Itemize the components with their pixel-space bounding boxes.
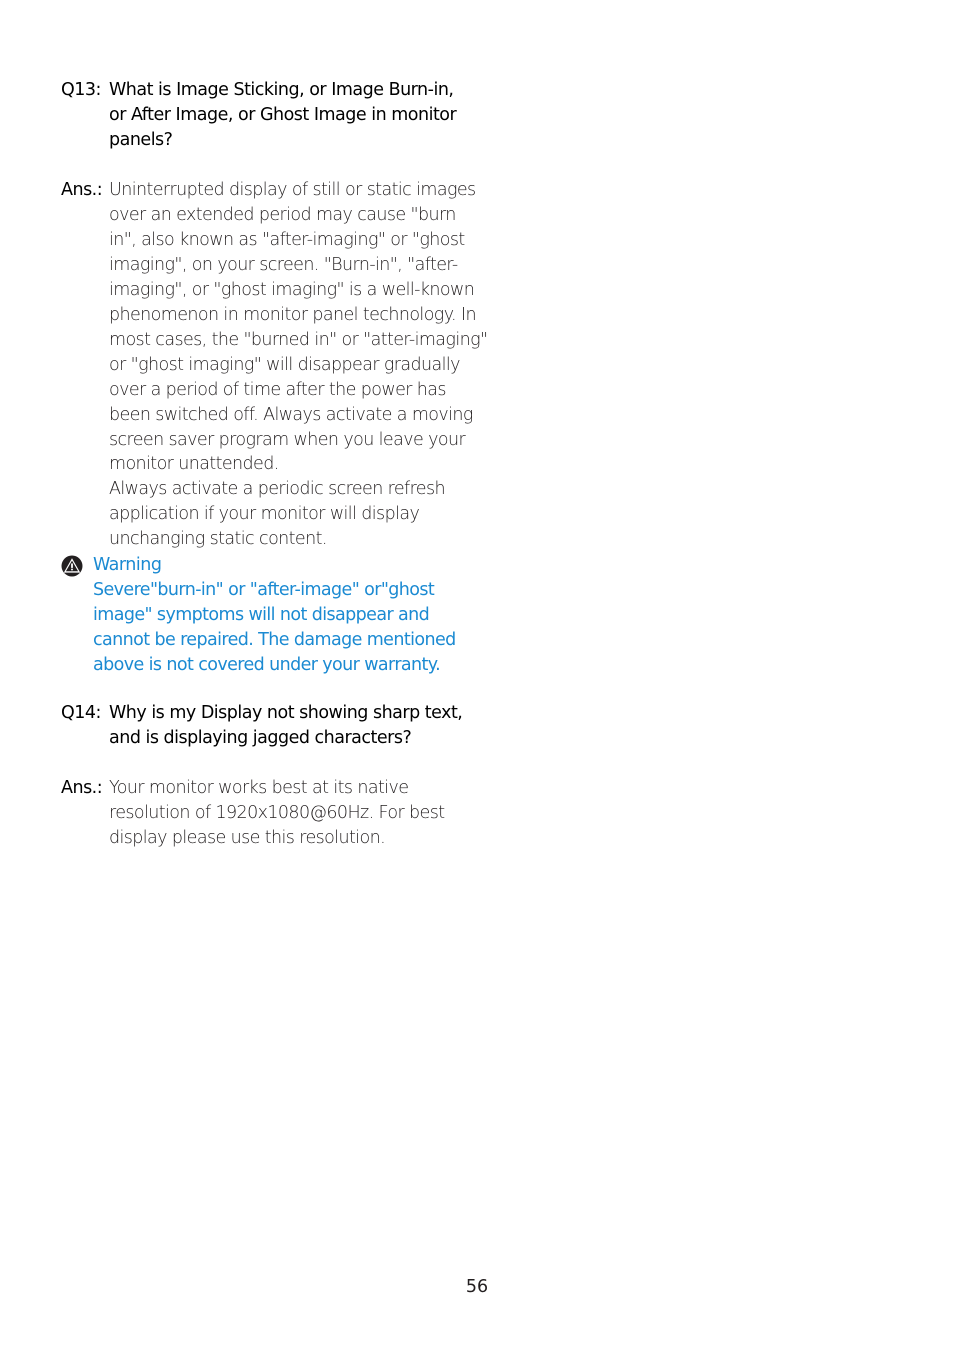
warning-line: cannot be repaired. The damage mentioned (93, 629, 456, 650)
question-13 (61, 78, 481, 153)
answer-line: display please use this resolution. (109, 827, 386, 848)
answer-line: Your monitor works best at its native (109, 778, 409, 798)
answer-line: screen saver program when you leave your (109, 429, 466, 450)
answer-line: monitor unattended. (109, 454, 279, 475)
answer-line: most cases, the "burned in" or "atter-imaging" (109, 329, 488, 350)
warning-title: Warning (93, 555, 162, 575)
question-label: Q14: (61, 703, 101, 723)
question-line: What is Image Sticking, or Image Burn-in, (109, 80, 454, 100)
answer-label: Ans.: (61, 180, 103, 200)
answer-line: unchanging static content. (109, 529, 327, 550)
answer-line: over an extended period may cause "burn (109, 204, 456, 225)
question-line: panels? (109, 130, 173, 150)
answer-line: over a period of time after the power has (109, 379, 446, 400)
warning-line: above is not covered under your warranty. (93, 654, 441, 675)
answer-line: application if your monitor will display (109, 504, 420, 525)
question-14 (61, 701, 481, 751)
page-number: 56 (465, 1277, 489, 1297)
answer-line: Always activate a periodic screen refresh (109, 479, 445, 500)
answer-line: in", also known as "after-imaging" or "ghost (109, 229, 465, 250)
question-label: Q13: (61, 80, 101, 100)
answer-line: imaging", on your screen. "Burn-in", "after- (109, 254, 458, 275)
answer-line: been switched off. Always activate a moving (109, 404, 473, 425)
question-line: and is displaying jagged characters? (109, 728, 412, 748)
warning-box (61, 553, 481, 678)
answer-14 (61, 776, 481, 851)
question-text (109, 701, 469, 751)
answer-13 (61, 178, 488, 552)
question-line: or After Image, or Ghost Image in monitor (109, 105, 457, 125)
warning-line: Severe"burn-in" or "after-image" or"ghost (93, 580, 435, 600)
answer-line: imaging", or "ghost imaging" is a well-known (109, 279, 475, 300)
answer-line: phenomenon in monitor panel technology. In (109, 304, 476, 325)
question-text (109, 78, 469, 153)
answer-line: Uninterrupted display of still or static images (109, 180, 476, 200)
answer-text (109, 776, 471, 851)
warning-icon (61, 555, 83, 577)
answer-line: resolution of 1920x1080@60Hz. For best (109, 802, 445, 823)
answer-text (109, 178, 488, 552)
warning-header (61, 553, 481, 578)
answer-label: Ans.: (61, 778, 103, 798)
warning-text (93, 578, 481, 678)
warning-line: image" symptoms will not disappear and (93, 604, 430, 625)
answer-line: or "ghost imaging" will disappear gradually (109, 354, 460, 375)
question-line: Why is my Display not showing sharp text, (109, 703, 463, 723)
